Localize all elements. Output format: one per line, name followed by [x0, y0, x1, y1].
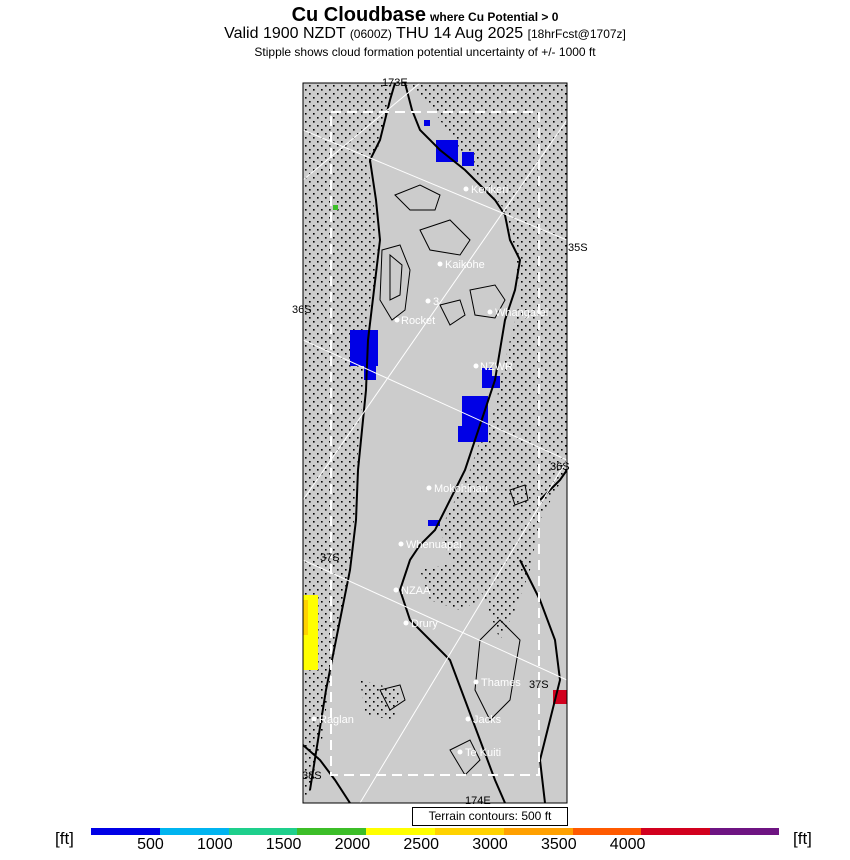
color-bar-segment	[504, 828, 573, 835]
valid-date: THU 14 Aug 2025	[396, 25, 524, 42]
lat-label: 36S	[292, 304, 312, 316]
title-main: Cu Cloudbase	[291, 4, 427, 26]
place-label: 3	[433, 296, 440, 308]
color-bar-tick-label: 3500	[541, 836, 577, 853]
terrain-contours-note: Terrain contours: 500 ft	[412, 807, 568, 826]
subtitle: Stipple shows cloud formation potential uncertainty of +/- 1000 ft	[254, 45, 596, 59]
place-label: Kerikeri	[471, 184, 509, 196]
color-bar-tick-label: 2500	[403, 836, 439, 853]
place-label: Thames	[481, 677, 521, 689]
place-label: Te Kuiti	[465, 747, 502, 759]
color-bar	[91, 828, 779, 835]
color-bar-segment	[641, 828, 710, 835]
color-bar-segment	[229, 828, 298, 835]
place-label: Drury	[411, 618, 438, 630]
lat-label: 38S	[302, 770, 322, 782]
lon-label: 173E	[382, 77, 408, 89]
color-bar-tick-label: 1000	[197, 836, 233, 853]
valid-zulu: (0600Z)	[349, 27, 392, 41]
lat-label: 37S	[529, 679, 549, 691]
color-bar-tick-label: 1500	[265, 836, 302, 853]
place-label: Jacks	[473, 714, 502, 726]
lon-label: 174E	[465, 795, 491, 807]
color-bar-tick-label: 500	[137, 836, 164, 853]
place-label: Whenuapai	[406, 539, 462, 551]
place-label: NZAA	[401, 585, 431, 597]
lat-label: 35S	[568, 242, 588, 254]
unit-label-right: [ft]	[793, 829, 812, 848]
color-bar-tick-label: 3000	[472, 836, 508, 853]
lat-label: 36S	[550, 461, 570, 473]
valid-prefix: Valid 1900 NZDT	[224, 25, 346, 42]
place-label: NZWR	[480, 361, 513, 373]
color-bar-segment	[297, 828, 366, 835]
color-bar-segment	[91, 828, 160, 835]
color-bar-tick-label: 2000	[334, 836, 371, 853]
place-label: Kaikohe	[445, 259, 485, 271]
place-label: Raglan	[319, 714, 354, 726]
forecast-info: [18hrFcst@1707z]	[527, 27, 626, 41]
place-label: Whangarei	[495, 307, 549, 319]
color-bar-segment	[435, 828, 504, 835]
place-label: Mokohinau	[434, 483, 488, 495]
title-suffix: where Cu Potential > 0	[430, 10, 559, 24]
color-bar-segment	[160, 828, 229, 835]
color-bar-tick-label: 4000	[609, 836, 646, 853]
place-label: Rocket	[401, 315, 436, 327]
unit-label-left: [ft]	[55, 829, 74, 848]
color-bar-segment	[366, 828, 435, 835]
color-bar-segment	[710, 828, 779, 835]
color-bar-segment	[573, 828, 642, 835]
lat-label: 37S	[320, 552, 340, 564]
